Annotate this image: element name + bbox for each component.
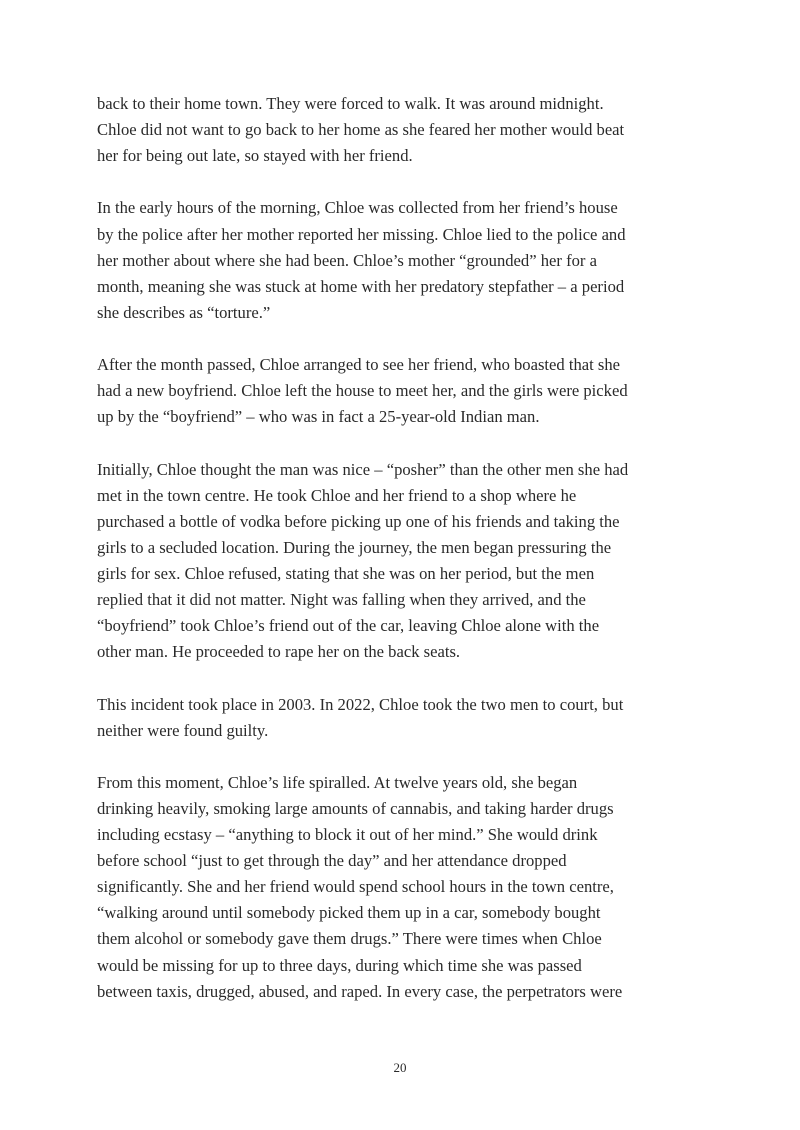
- text-line: up by the “boyfriend” – who was in fact a 25-year-old Indian man.: [97, 407, 540, 427]
- text-line: them alcohol or somebody gave them drugs.” There were times when Chloe: [97, 929, 602, 949]
- text-line: Initially, Chloe thought the man was nice – “posher” than the other men she had: [97, 459, 629, 479]
- text-line: girls to a secluded location. During the journey, the men began pressuring the: [97, 537, 612, 557]
- text-line: by the police after her mother reported her missing. Chloe lied to the police and: [97, 224, 626, 244]
- paragraph: [97, 195, 707, 325]
- text-line: From this moment, Chloe’s life spiralled. At twelve years old, she began: [97, 772, 578, 792]
- text-line: would be missing for up to three days, during which time she was passed: [97, 955, 582, 975]
- text-line: other man. He proceeded to rape her on the back seats.: [97, 642, 461, 662]
- text-line: purchased a bottle of vodka before picking up one of his friends and taking the: [97, 511, 620, 531]
- text-line: After the month passed, Chloe arranged to see her friend, who boasted that she: [97, 355, 621, 375]
- text-line: “walking around until somebody picked them up in a car, somebody bought: [97, 903, 601, 923]
- paragraph: [97, 91, 707, 169]
- text-line: her for being out late, so stayed with her friend.: [97, 146, 413, 166]
- text-line: before school “just to get through the day” and her attendance dropped: [97, 851, 567, 871]
- page-number: 20: [393, 1060, 407, 1075]
- text-line: In the early hours of the morning, Chloe was collected from her friend’s house: [97, 198, 618, 218]
- text-line: met in the town centre. He took Chloe and her friend to a shop where he: [97, 485, 577, 505]
- text-line: “boyfriend” took Chloe’s friend out of the car, leaving Chloe alone with the: [97, 616, 600, 636]
- text-line: she describes as “torture.”: [97, 302, 271, 322]
- text-line: month, meaning she was stuck at home with her predatory stepfather – a period: [97, 276, 625, 296]
- paragraph: [97, 457, 707, 666]
- text-line: neither were found guilty.: [97, 720, 269, 740]
- text-line: between taxis, drugged, abused, and raped. In every case, the perpetrators were: [97, 981, 623, 1001]
- text-line: her mother about where she had been. Chloe’s mother “grounded” her for a: [97, 250, 597, 270]
- text-line: back to their home town. They were forced to walk. It was around midnight.: [97, 94, 604, 113]
- text-line: This incident took place in 2003. In 2022, Chloe took the two men to court, but: [97, 694, 624, 714]
- text-line: drinking heavily, smoking large amounts of cannabis, and taking harder drugs: [97, 799, 614, 818]
- text-line: had a new boyfriend. Chloe left the house to meet her, and the girls were picked: [97, 381, 628, 401]
- text-line: significantly. She and her friend would spend school hours in the town centre,: [97, 877, 614, 897]
- paragraph: [97, 692, 707, 744]
- paragraph: [97, 352, 707, 430]
- text-line: replied that it did not matter. Night was falling when they arrived, and the: [97, 590, 586, 610]
- text-line: Chloe did not want to go back to her home as she feared her mother would beat: [97, 120, 625, 140]
- body-text: [97, 91, 707, 1031]
- text-line: girls for sex. Chloe refused, stating that she was on her period, but the men: [97, 563, 595, 583]
- text-line: including ecstasy – “anything to block it out of her mind.” She would drink: [97, 825, 598, 845]
- paragraph: [97, 770, 707, 1005]
